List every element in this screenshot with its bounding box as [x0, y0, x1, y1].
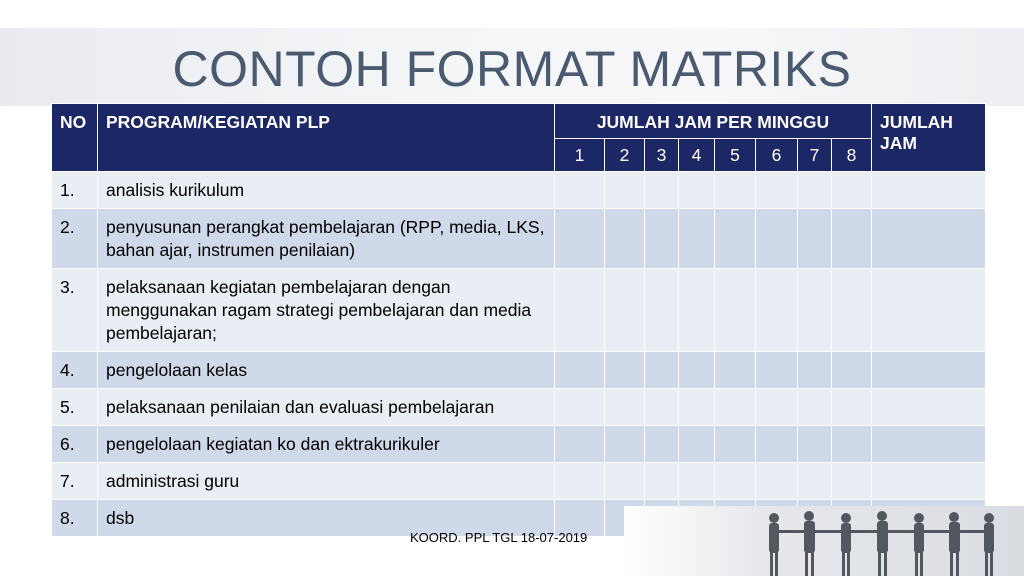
total-cell — [872, 463, 986, 500]
hour-cell — [605, 209, 645, 269]
people-silhouettes-image — [624, 506, 1024, 576]
hour-cell — [715, 352, 756, 389]
header-total-hours: JUMLAH JAM — [872, 104, 986, 172]
header-program: PROGRAM/KEGIATAN PLP — [98, 104, 555, 172]
hour-cell — [798, 172, 832, 209]
hour-cell — [605, 389, 645, 426]
week-number: 6 — [756, 139, 798, 172]
week-number: 8 — [832, 139, 872, 172]
hour-cell — [555, 209, 605, 269]
hour-cell — [555, 463, 605, 500]
row-program: pelaksanaan penilaian dan evaluasi pembelajaran — [98, 389, 555, 426]
hour-cell — [645, 209, 679, 269]
hour-cell — [798, 426, 832, 463]
hour-cell — [832, 352, 872, 389]
hour-cell — [756, 463, 798, 500]
hour-cell — [756, 352, 798, 389]
row-number: 6. — [52, 426, 98, 463]
table-row — [52, 269, 986, 352]
hour-cell — [555, 426, 605, 463]
row-number: 8. — [52, 500, 98, 537]
hour-cell — [679, 209, 715, 269]
total-cell — [872, 389, 986, 426]
week-number: 4 — [679, 139, 715, 172]
hour-cell — [798, 209, 832, 269]
row-program: pengelolaan kelas — [98, 352, 555, 389]
row-number: 3. — [52, 269, 98, 352]
hour-cell — [679, 426, 715, 463]
hour-cell — [715, 463, 756, 500]
hour-cell — [832, 209, 872, 269]
header-no: NO — [52, 104, 98, 172]
hour-cell — [605, 463, 645, 500]
hour-cell — [832, 269, 872, 352]
table-row — [52, 426, 986, 463]
row-program: pengelolaan kegiatan ko dan ektrakurikuler — [98, 426, 555, 463]
row-number: 2. — [52, 209, 98, 269]
table-row — [52, 209, 986, 269]
hour-cell — [605, 352, 645, 389]
hour-cell — [715, 172, 756, 209]
total-cell — [872, 426, 986, 463]
row-program: penyusunan perangkat pembelajaran (RPP, media, LKS, bahan ajar, instrumen penilaian) — [98, 209, 555, 269]
week-number: 5 — [715, 139, 756, 172]
row-number: 1. — [52, 172, 98, 209]
hour-cell — [832, 463, 872, 500]
hour-cell — [555, 352, 605, 389]
week-number: 3 — [645, 139, 679, 172]
header-weekly-hours: JUMLAH JAM PER MINGGU — [555, 104, 872, 139]
hour-cell — [756, 269, 798, 352]
hour-cell — [645, 463, 679, 500]
row-number: 5. — [52, 389, 98, 426]
hour-cell — [756, 426, 798, 463]
hour-cell — [605, 172, 645, 209]
table-row — [52, 389, 986, 426]
hour-cell — [832, 389, 872, 426]
hour-cell — [832, 426, 872, 463]
hour-cell — [715, 269, 756, 352]
table-row — [52, 463, 986, 500]
table-row — [52, 352, 986, 389]
hour-cell — [645, 172, 679, 209]
hour-cell — [798, 389, 832, 426]
hour-cell — [555, 172, 605, 209]
hour-cell — [645, 389, 679, 426]
hour-cell — [645, 426, 679, 463]
hour-cell — [679, 172, 715, 209]
hour-cell — [555, 269, 605, 352]
total-cell — [872, 269, 986, 352]
week-number: 2 — [605, 139, 645, 172]
table-row — [52, 172, 986, 209]
hour-cell — [555, 389, 605, 426]
week-number: 1 — [555, 139, 605, 172]
hour-cell — [756, 172, 798, 209]
hour-cell — [756, 389, 798, 426]
hour-cell — [679, 352, 715, 389]
hour-cell — [798, 352, 832, 389]
hour-cell — [715, 209, 756, 269]
total-cell — [872, 352, 986, 389]
row-program: pelaksanaan kegiatan pembelajaran dengan menggunakan ragam strategi pembelajaran dan media pembelajaran; — [98, 269, 555, 352]
footer-note: KOORD. PPL TGL 18-07-2019 — [410, 530, 588, 545]
hour-cell — [605, 269, 645, 352]
hour-cell — [715, 389, 756, 426]
hour-cell — [679, 389, 715, 426]
row-program: analisis kurikulum — [98, 172, 555, 209]
matrix-table — [51, 103, 986, 537]
hour-cell — [798, 463, 832, 500]
hour-cell — [605, 426, 645, 463]
hour-cell — [679, 269, 715, 352]
hour-cell — [832, 172, 872, 209]
hour-cell — [679, 463, 715, 500]
row-program: administrasi guru — [98, 463, 555, 500]
total-cell — [872, 172, 986, 209]
hour-cell — [756, 209, 798, 269]
row-number: 4. — [52, 352, 98, 389]
week-number: 7 — [798, 139, 832, 172]
total-cell — [872, 209, 986, 269]
hour-cell — [798, 269, 832, 352]
hour-cell — [645, 352, 679, 389]
row-program: dsb — [98, 500, 555, 537]
hour-cell — [645, 269, 679, 352]
row-number: 7. — [52, 463, 98, 500]
hour-cell — [715, 426, 756, 463]
page-title: CONTOH FORMAT MATRIKS — [172, 41, 852, 97]
